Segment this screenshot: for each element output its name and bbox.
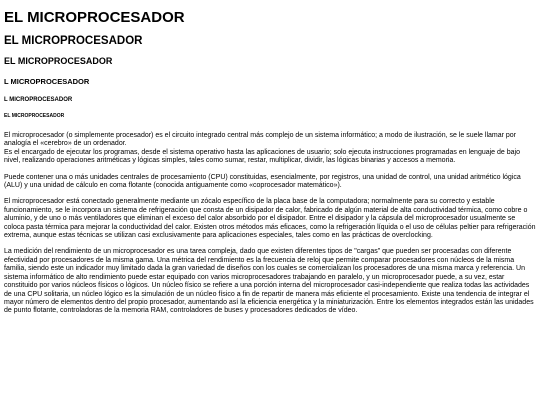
heading-level-3: EL MICROPROCESADOR [4,56,113,66]
paragraph-performance: La medición del rendimiento de un microprocesador es una tarea compleja, dado que existen diferentes tipos de "cargas" que pueden ser procesadas con diferente efectividad por procesadores de la misma gama. Una métrica del rendimiento es la frecuencia de reloj que permite comparar procesadores con núcleos de la misma familia, siendo este un indicador muy limitado dada la gran variedad de diseños con los cuales se comercializan los procesadores de una misma marca y referencia. Un sistema informático de alto rendimiento puede estar equipado con varios microprocesadores trabajando en paralelo, y un microprocesador puede, a su vez, estar constituido por varios núcleos físicos o lógicos. Un núcleo físico se refiere a una porción interna del microprocesador casi-independiente que realiza todas las actividades de una CPU solitaria, un núcleo lógico es la simulación de un núcleo físico a fin de repartir de manera más eficiente el procesamiento. Existe una tendencia de integrar el mayor número de elementos dentro del propio procesador, aumentando así la eficiencia energética y la miniaturización. Entre los elementos integrados están las unidades de punto flotante, controladoras de la memoria RAM, controladores de buses y procesadores dedicados de vídeo. [4,248,534,315]
paragraph-definition: El microprocesador (o simplemente procesador) es el circuito integrado central más complejo de un sistema informático; a modo de ilustración, se le suele llamar por analogía el «cerebro» de un ordenador. Es el encargado de ejecutar los programas, desde el sistema operativo hasta las aplicaciones de usuario; solo ejecuta instrucciones programadas en lenguaje de bajo nivel, realizando operaciones aritméticas y lógicas simples, tales como sumar, restar, multiplicar, dividir, las lógicas binarias y accesos a memoria. [4,132,520,165]
heading-level-1: EL MICROPROCESADOR [4,9,185,26]
paragraph-cpu-units: Puede contener una o más unidades centrales de procesamiento (CPU) constituidas, esencialmente, por registros, una unidad de control, una unidad aritmético lógica (ALU) y una unidad de cálculo en coma flotante (conocida antiguamente como «coprocesador matemático»). [4,173,521,190]
paragraph-cooling: El microprocesador está conectado generalmente mediante un zócalo específico de la placa base de la computadora; normalmente para su correcto y estable funcionamiento, se le incorpora un sistema de refrigeración que consta de un disipador de calor, fabricado de algún material de alta conductividad térmica, como cobre o aluminio, y de uno o más ventiladores que eliminan el exceso del calor absorbido por el disipador. Entre el disipador y la cápsula del microprocesador usualmente se coloca pasta térmica para mejorar la conductividad del calor. Existen otros métodos más eficaces, como la refrigeración líquida o el uso de células peltier para refrigeración extrema, aunque estas técnicas se utilizan casi exclusivamente para aplicaciones especiales, tales como en las prácticas de overclocking. [4,198,536,240]
heading-level-4: L MICROPROCESADOR [4,77,90,86]
heading-level-6: EL MICROPROCESADOR [4,113,65,119]
heading-level-5: L MICROPROCESADOR [4,97,73,103]
heading-level-2: EL MICROPROCESADOR [4,35,143,47]
